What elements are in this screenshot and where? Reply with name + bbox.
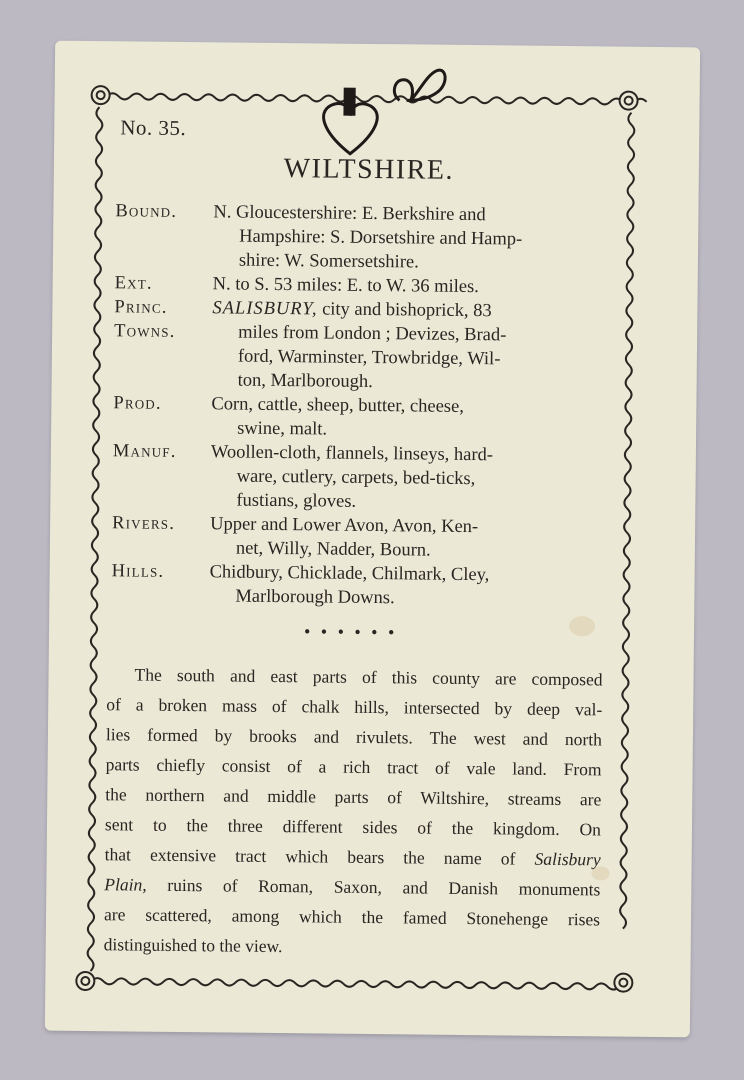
entry-bound — [115, 199, 616, 276]
entry-prod — [113, 391, 613, 444]
entry-text: swine, malt. — [237, 418, 328, 440]
entry-text: Woollen-cloth, flannels, linseys, hard- — [210, 442, 494, 466]
entry-text: Corn, cattle, sheep, butter, cheese, — [211, 394, 465, 417]
separator-dots: • • • • • • — [303, 621, 398, 643]
age-stain — [569, 616, 595, 636]
entry-label: Prod. — [113, 393, 162, 414]
paragraph-line: are scattered, among which the famed Stonehenge rises — [103, 904, 601, 930]
entry-manuf — [112, 439, 613, 516]
top-wavy-border — [107, 93, 647, 105]
entry-text: ton, Marlborough. — [237, 370, 373, 392]
entry-text: Upper and Lower Avon, Avon, Ken- — [210, 514, 479, 538]
entry-label: Manuf. — [112, 441, 177, 462]
entry-princ-towns — [114, 295, 615, 396]
paragraph-line: lies formed by brooks and rivulets. The west and north — [105, 724, 603, 750]
paragraph-line: sent to the three different sides of the kingdom. On — [104, 814, 602, 840]
entry-text: N. to S. 53 miles: E. to W. 36 miles. — [212, 274, 479, 298]
card-number: No. 35. — [120, 115, 187, 141]
paragraph-line: of a broken mass of chalk hills, intersected by deep val- — [106, 694, 603, 720]
paragraph-text: ruins of Roman, Saxon, and Danish monuments — [146, 874, 601, 900]
left-wavy-border — [87, 107, 102, 971]
entry-text: Marlborough Downs. — [235, 586, 395, 609]
description-paragraph — [104, 659, 603, 964]
paragraph-text: that extensive tract which bears the name of — [104, 844, 535, 869]
entry-text: net, Willy, Nadder, Bourn. — [235, 538, 431, 561]
entry-label: Ext. — [114, 273, 153, 294]
age-stain — [591, 866, 609, 880]
entry-text: ford, Warminster, Trowbridge, Wil- — [237, 346, 501, 370]
entry-text: N. Gloucestershire: E. Berkshire and — [213, 202, 486, 226]
playing-card — [45, 41, 700, 1038]
entry-rivers — [112, 511, 612, 564]
card-title: WILTSHIRE. — [283, 153, 455, 186]
bottom-wavy-border — [91, 978, 631, 990]
entry-text: ware, cutlery, carpets, bed-ticks, — [236, 466, 476, 490]
paragraph-line: the northern and middle parts of Wiltshire, streams are — [105, 784, 602, 810]
paragraph-line: parts chiefly consist of a rich tract of vale land. From — [105, 754, 602, 780]
entry-label: Towns. — [114, 321, 176, 342]
paragraph-line: distinguished to the view. — [103, 934, 283, 957]
entry-label: Princ. — [114, 297, 168, 318]
heart-suit-icon — [323, 87, 377, 154]
entry-text: Hampshire: S. Dorsetshire and Hamp- — [239, 226, 523, 250]
entry-label: Hills. — [111, 561, 165, 582]
plain-italic: Plain, — [104, 874, 147, 895]
salisbury-plain-italic: Salisbury — [534, 848, 601, 870]
entry-label: Rivers. — [112, 513, 176, 534]
paragraph-line: The south and east parts of this county are composed — [134, 664, 603, 690]
entry-text: city and bishoprick, 83 — [317, 299, 492, 322]
salisbury-text: SALISBURY, — [212, 298, 318, 320]
entry-text: miles from London ; Devizes, Brad- — [238, 322, 507, 346]
entry-text: fustians, gloves. — [236, 490, 357, 512]
entries-list — [111, 199, 615, 612]
right-wavy-border — [620, 113, 635, 929]
entry-label: Bound. — [115, 201, 178, 222]
entry-hills — [111, 559, 611, 612]
entry-text: shire: W. Somersetshire. — [238, 250, 419, 273]
entry-text: Chidbury, Chicklade, Chilmark, Cley, — [209, 562, 490, 586]
